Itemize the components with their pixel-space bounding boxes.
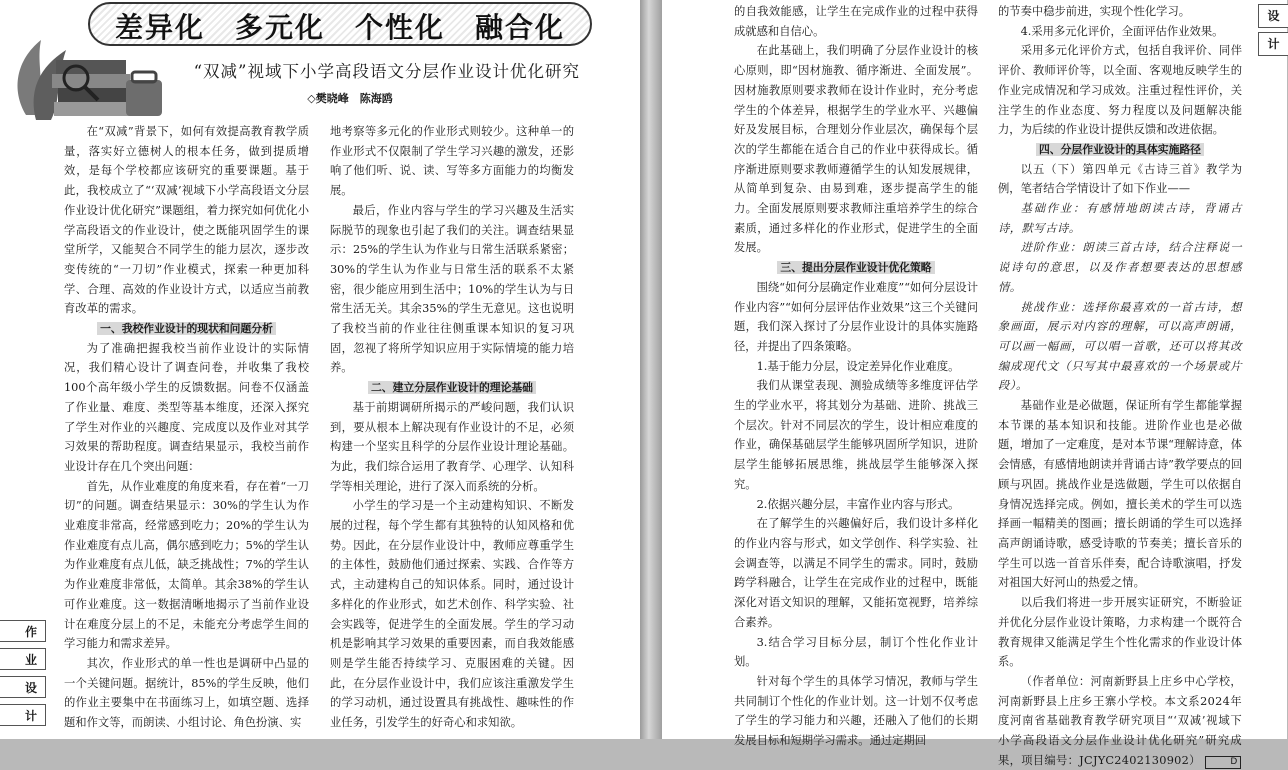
side-tab-ye: 业 (0, 648, 46, 670)
section-heading: 四、分层作业设计的具体实施路径 (998, 140, 1242, 160)
paragraph: 以五（下）第四单元《古诗三首》教学为例，笔者结合学情设计了如下作业—— (998, 162, 1242, 196)
paragraph: 采用多元化评价方式，包括自我评价、同伴评价、教师评价等，以全面、客观地反映学生的作业完成情况和学习成效。注重过程性评价，关注学生的作业态度、努力程度以及问题解决能力，为后续的作业设计提供反馈和改进依据。 (998, 44, 1242, 137)
end-mark: D (1205, 756, 1241, 769)
paragraph-continued: 的节奏中稳步前进，实现个性化学习。 (998, 5, 1191, 18)
homework-item: 进阶作业：朗读三首古诗，结合注释说一说诗句的意思，以及作者想要表达的思想感情。 (998, 241, 1242, 294)
paragraph: 其次，作业形式的单一性也是调研中凸显的一个关键问题。据统计，85%的学生反映，他们的作业主要集中在书面练习上，如填空题、选择题和作文等，而朗读、小组讨论、角色扮演、实 (64, 656, 309, 730)
paragraph: 最后，作业内容与学生的学习兴趣及生活实际脱节的现象也引起了我们的关注。调查结果显示：25%的学生认为作业与日常生活联系紧密；30%的学生认为作业与日常生活的联系不太紧密，很少能应用到生活中；10%的学生认为与日常生活无关。其余35%的学生无意见。这也说明了我校当前的作业往往侧重课本知识的复习巩固，忽视了将所学知识应用于实际情境的能力培养。 (330, 203, 574, 375)
side-tab-zuo: 作 (0, 620, 46, 642)
section-banner (88, 2, 592, 46)
paragraph: 基础作业是必做题，保证所有学生都能掌握本节课的基本知识和技能。进阶作业也是必做题，增加了一定难度，是对本节课“理解诗意，体会情感，有感情地朗读并背诵古诗”教学要点的回顾与巩固。挑战作业是选做题，学生可以依据自身情况选择完成。例如，擅长美术的学生可以选择画一幅精美的图画；擅长朗诵的学生可以选择高声朗诵诗歌，感受诗歌的节奏美；擅长音乐的学生可以选一首音乐伴奏，配合诗歌演唱，抒发对祖国大好河山的热爱之情。 (998, 399, 1242, 590)
section-heading: 一、我校作业设计的现状和问题分析 (64, 319, 309, 339)
right-column-2 (998, 2, 1242, 767)
article-title: “双减”视域下小学高段语文分层作业设计优化研究 (193, 62, 580, 81)
paragraph-continued: 地考察等多元化的作业形式则较少。这种单一的作业形式不仅限制了学生学习兴趣的激发，还影响了他们听、说、读、写等多方面能力的均衡发展。 (330, 125, 574, 198)
paragraph: 我们从课堂表现、测验成绩等多维度评估学生的学业水平，将其划分为基础、进阶、挑战三个层次。针对不同层次的学生，设计相应难度的作业，确保基础层学生能够巩固所学知识，进阶层学生能够拓展思维，挑战层学生能够深入探究。 (734, 379, 978, 491)
paragraph: 在此基础上，我们明确了分层作业设计的核心原则，即“因材施教、循序渐进、全面发展”。因材施教原则要求教师在设计作业时，充分考虑学生的个体差异，根据学生的学业水平、兴趣偏好及发展目标，合理划分作业层次，确保每个层次的学生都能在适合自己的作业中获得成长。循序渐进原则要求教师遵循学生的认知发展规律，从简单到复杂、由易到难，逐步提高学生的能力。全面发展原则要求教师注重培养学生的综合素质，通过多样化的作业形式，促进学生的全面发展。 (734, 44, 978, 255)
paragraph: 以后我们将进一步开展实证研究，不断验证并优化分层作业设计策略，力求构建一个既符合教育规律又能满足学生个性化需求的作业设计体系。 (998, 596, 1242, 669)
section-heading: 二、建立分层作业设计的理论基础 (330, 378, 574, 398)
left-column-1 (64, 122, 309, 739)
banner-title: 差异化 多元化 个性化 融合化 (114, 11, 565, 44)
paragraph: 针对每个学生的具体学习情况，教师与学生共同制订个性化的作业计划。这一计划不仅考虑了学生的学习能力和兴趣，还融入了他们的长期发展目标和短期学习需求。通过定期回 (734, 674, 978, 748)
homework-item: 挑战作业：选择你最喜欢的一首古诗，想象画面，展示对内容的理解，可以高声朗诵，可以画一幅画，可以唱一首歌，还可以将其改编成现代文（只写其中最喜欢的一个场景或片段）。 (998, 300, 1242, 393)
left-column-2 (330, 122, 574, 739)
paragraph: 小学生的学习是一个主动建构知识、不断发展的过程，每个学生都有其独特的认知风格和优势。因此，在分层作业设计中，教师应尊重学生的主体性，鼓励他们通过探索、实践、合作等方式，主动建构自己的知识体系。同时，通过设计多样化的作业形式，如艺术创作、科学实验、社会实践等，促进学生的全面发展。学生的学习动机是影响其学习效果的重要因素，而自我效能感则是学生能否持续学习、克服困难的关键。因此，在分层作业设计中，我们应该注重激发学生的学习动机，通过设置具有挑战性、趣味性的作业任务，引发学生的好奇心和求知欲。 (330, 499, 574, 730)
paragraph-continued: 的自我效能感，让学生在完成作业的过程中获得成就感和自信心。 (734, 5, 978, 38)
paragraph: 1.基于能力分层，设定差异化作业难度。 (756, 359, 960, 373)
section-heading: 三、提出分层作业设计优化策略 (734, 258, 978, 278)
article-authors: ◇樊晓峰 陈海鸥 (307, 92, 393, 105)
side-tab-she: 设 (0, 676, 46, 698)
paragraph: 首先，从作业难度的角度来看，存在着“一刀切”的问题。调查结果显示：30%的学生认为作业难度非常高，经常感到吃力；20%的学生认为作业难度有点儿高，偶尔感到吃力；5%的学生认为作业难度有点儿低，缺乏挑战性；7%的学生认为作业难度非常低，太简单。其余38%的学生认可作业难度。这一数据清晰地揭示了当前作业设计在难度分层上的不足，未能充分考虑学生间的学习能力和需求差异。 (64, 479, 309, 651)
homework-item: 基础作业：有感情地朗读古诗，背诵古诗，默写古诗。 (998, 202, 1242, 235)
page-gutter (640, 0, 662, 739)
side-tab-ji-right: 计 (1258, 32, 1288, 56)
paragraph: 4.采用多元化评价，全面评估作业效果。 (1020, 24, 1224, 38)
paragraph: 围绕“如何分层确定作业难度”“如何分层设计作业内容”“如何分层评估作业效果”这三个关键问题，我们深入探讨了分层作业设计的具体实施路径，并提出了四条策略。 (734, 280, 978, 353)
author-note: （作者单位：河南新野县上庄乡中心学校，河南新野县上庄乡王寨小学校。本文系2024年度河南省基础教育教学研究项目“‘双减’视域下小学高段语文分层作业设计优化研究”研究成果，项目编号：JCJYC2402130902） D (998, 674, 1242, 767)
paragraph: 在了解学生的兴趣偏好后，我们设计多样化的作业内容与形式，如文学创作、科学实验、社会调查等，以满足不同学生的需求。同时，鼓励跨学科融合，让学生在完成作业的过程中，既能深化对语文知识的理解，又能拓宽视野，培养综合素养。 (734, 517, 978, 629)
side-tab-she-right: 设 (1258, 4, 1288, 28)
right-column-1 (734, 2, 978, 748)
paragraph: 基于前期调研所揭示的严峻问题，我们认识到，要从根本上解决现有作业设计的不足，必须构建一个坚实且科学的分层作业设计理论基础。为此，我们综合运用了教育学、心理学、认知科学等相关理论，进行了深入而系统的分析。 (330, 400, 574, 493)
paragraph: 在“双减”背景下，如何有效提高教育教学质量，落实好立德树人的根本任务，做到提质增效，是每个学校都应该研究的重要课题。基于此，我校成立了“‘双减’视域下小学高段语文分层作业设计优化研究”课题组，着力探究如何优化小学高段语文的作业设计，使之既能巩固学生的课堂所学，又能契合不同学生的能力层次，逐步改变传统的“一刀切”作业模式，探索一种更加科学、合理、高效的作业设计方式，以适应当前教育改革的需求。 (64, 125, 309, 316)
left-page (0, 0, 640, 739)
paragraph: 2.依据兴趣分层，丰富作业内容与形式。 (756, 497, 960, 511)
side-tab-ji: 计 (0, 704, 46, 726)
paragraph: 为了准确把握我校当前作业设计的实际情况，我们精心设计了调查问卷，并收集了我校100个高年级小学生的反馈数据。问卷不仅涵盖了作业量、难度、类型等基本维度，还深入探究了学生对作业的兴趣度、完成度以及作业对其学习效果的帮助程度。调查结果显示，我校当前作业设计存在几个突出问题： (64, 341, 309, 473)
paragraph: 3.结合学习目标分层，制订个性化作业计划。 (734, 635, 978, 669)
